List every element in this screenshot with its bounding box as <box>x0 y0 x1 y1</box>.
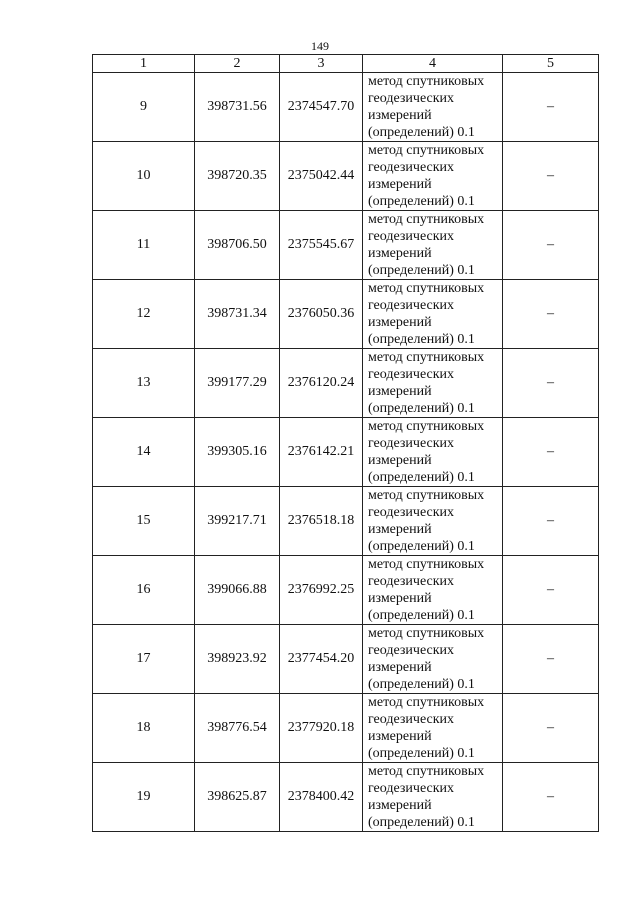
method-line: (определений) 0.1 <box>368 608 475 623</box>
point-number-cell: 17 <box>93 625 195 694</box>
point-number-cell: 12 <box>93 280 195 349</box>
method-line: (определений) 0.1 <box>368 815 475 830</box>
method-line: (определений) 0.1 <box>368 263 475 278</box>
method-line: метод спутниковых <box>368 281 485 296</box>
method-line: метод спутниковых <box>368 488 485 503</box>
table-row <box>93 142 599 211</box>
method-line: (определений) 0.1 <box>368 539 475 554</box>
coordinates-table <box>92 54 599 832</box>
note-cell: – <box>503 142 599 211</box>
method-cell <box>363 625 503 694</box>
table-row <box>93 556 599 625</box>
method-line: измерений <box>368 453 432 468</box>
method-cell <box>363 280 503 349</box>
table-row <box>93 418 599 487</box>
x-coordinate-cell: 398706.50 <box>195 211 280 280</box>
y-coordinate-cell: 2376050.36 <box>280 280 363 349</box>
y-coordinate-cell: 2375545.67 <box>280 211 363 280</box>
point-number-cell: 10 <box>93 142 195 211</box>
column-header: 5 <box>503 55 599 73</box>
x-coordinate-cell: 398731.56 <box>195 73 280 142</box>
y-coordinate-cell: 2374547.70 <box>280 73 363 142</box>
method-line: метод спутниковых <box>368 419 485 434</box>
method-line: измерений <box>368 729 432 744</box>
point-number-cell: 19 <box>93 763 195 832</box>
note-cell: – <box>503 487 599 556</box>
method-line: метод спутниковых <box>368 143 485 158</box>
table-row <box>93 349 599 418</box>
method-line: измерений <box>368 108 432 123</box>
method-cell <box>363 694 503 763</box>
method-line: измерений <box>368 798 432 813</box>
table-body <box>93 73 599 832</box>
page-number: 149 <box>311 39 329 53</box>
method-line: (определений) 0.1 <box>368 746 475 761</box>
y-coordinate-cell: 2377920.18 <box>280 694 363 763</box>
note-cell: – <box>503 418 599 487</box>
x-coordinate-cell: 398731.34 <box>195 280 280 349</box>
method-cell <box>363 763 503 832</box>
column-header: 3 <box>280 55 363 73</box>
method-line: (определений) 0.1 <box>368 401 475 416</box>
method-line: метод спутниковых <box>368 74 485 89</box>
note-cell: – <box>503 763 599 832</box>
x-coordinate-cell: 398625.87 <box>195 763 280 832</box>
x-coordinate-cell: 398923.92 <box>195 625 280 694</box>
method-cell <box>363 142 503 211</box>
method-cell <box>363 556 503 625</box>
y-coordinate-cell: 2378400.42 <box>280 763 363 832</box>
method-line: измерений <box>368 522 432 537</box>
x-coordinate-cell: 399217.71 <box>195 487 280 556</box>
y-coordinate-cell: 2376142.21 <box>280 418 363 487</box>
point-number-cell: 11 <box>93 211 195 280</box>
method-line: измерений <box>368 591 432 606</box>
point-number-cell: 14 <box>93 418 195 487</box>
column-header: 2 <box>195 55 280 73</box>
point-number-cell: 16 <box>93 556 195 625</box>
table-row <box>93 73 599 142</box>
method-line: измерений <box>368 177 432 192</box>
method-cell <box>363 418 503 487</box>
note-cell: – <box>503 625 599 694</box>
note-cell: – <box>503 73 599 142</box>
method-cell <box>363 349 503 418</box>
table-row <box>93 280 599 349</box>
method-line: измерений <box>368 660 432 675</box>
method-cell <box>363 73 503 142</box>
method-line: измерений <box>368 246 432 261</box>
note-cell: – <box>503 556 599 625</box>
method-line: геодезических <box>368 505 455 520</box>
method-cell <box>363 211 503 280</box>
point-number-cell: 13 <box>93 349 195 418</box>
method-line: измерений <box>368 384 432 399</box>
y-coordinate-cell: 2377454.20 <box>280 625 363 694</box>
x-coordinate-cell: 399066.88 <box>195 556 280 625</box>
method-line: геодезических <box>368 712 455 727</box>
table-row <box>93 487 599 556</box>
method-line: геодезических <box>368 781 455 796</box>
table-row <box>93 625 599 694</box>
method-line: (определений) 0.1 <box>368 194 475 209</box>
method-line: геодезических <box>368 436 455 451</box>
note-cell: – <box>503 280 599 349</box>
method-line: геодезических <box>368 643 455 658</box>
method-line: геодезических <box>368 298 455 313</box>
method-line: (определений) 0.1 <box>368 470 475 485</box>
point-number-cell: 15 <box>93 487 195 556</box>
y-coordinate-cell: 2376120.24 <box>280 349 363 418</box>
method-line: геодезических <box>368 229 455 244</box>
table-header-row <box>93 55 599 73</box>
x-coordinate-cell: 399305.16 <box>195 418 280 487</box>
table-row <box>93 211 599 280</box>
method-line: измерений <box>368 315 432 330</box>
method-line: геодезических <box>368 367 455 382</box>
method-line: (определений) 0.1 <box>368 677 475 692</box>
table-row <box>93 694 599 763</box>
method-line: метод спутниковых <box>368 557 485 572</box>
method-line: метод спутниковых <box>368 212 485 227</box>
y-coordinate-cell: 2375042.44 <box>280 142 363 211</box>
method-line: (определений) 0.1 <box>368 125 475 140</box>
table-row <box>93 763 599 832</box>
x-coordinate-cell: 398720.35 <box>195 142 280 211</box>
x-coordinate-cell: 399177.29 <box>195 349 280 418</box>
method-line: метод спутниковых <box>368 695 485 710</box>
column-header: 4 <box>363 55 503 73</box>
note-cell: – <box>503 211 599 280</box>
method-line: геодезических <box>368 160 455 175</box>
method-line: метод спутниковых <box>368 626 485 641</box>
y-coordinate-cell: 2376992.25 <box>280 556 363 625</box>
method-line: метод спутниковых <box>368 350 485 365</box>
point-number-cell: 9 <box>93 73 195 142</box>
point-number-cell: 18 <box>93 694 195 763</box>
method-cell <box>363 487 503 556</box>
method-line: метод спутниковых <box>368 764 485 779</box>
note-cell: – <box>503 349 599 418</box>
method-line: геодезических <box>368 574 455 589</box>
method-line: геодезических <box>368 91 455 106</box>
note-cell: – <box>503 694 599 763</box>
method-line: (определений) 0.1 <box>368 332 475 347</box>
x-coordinate-cell: 398776.54 <box>195 694 280 763</box>
y-coordinate-cell: 2376518.18 <box>280 487 363 556</box>
column-header: 1 <box>93 55 195 73</box>
